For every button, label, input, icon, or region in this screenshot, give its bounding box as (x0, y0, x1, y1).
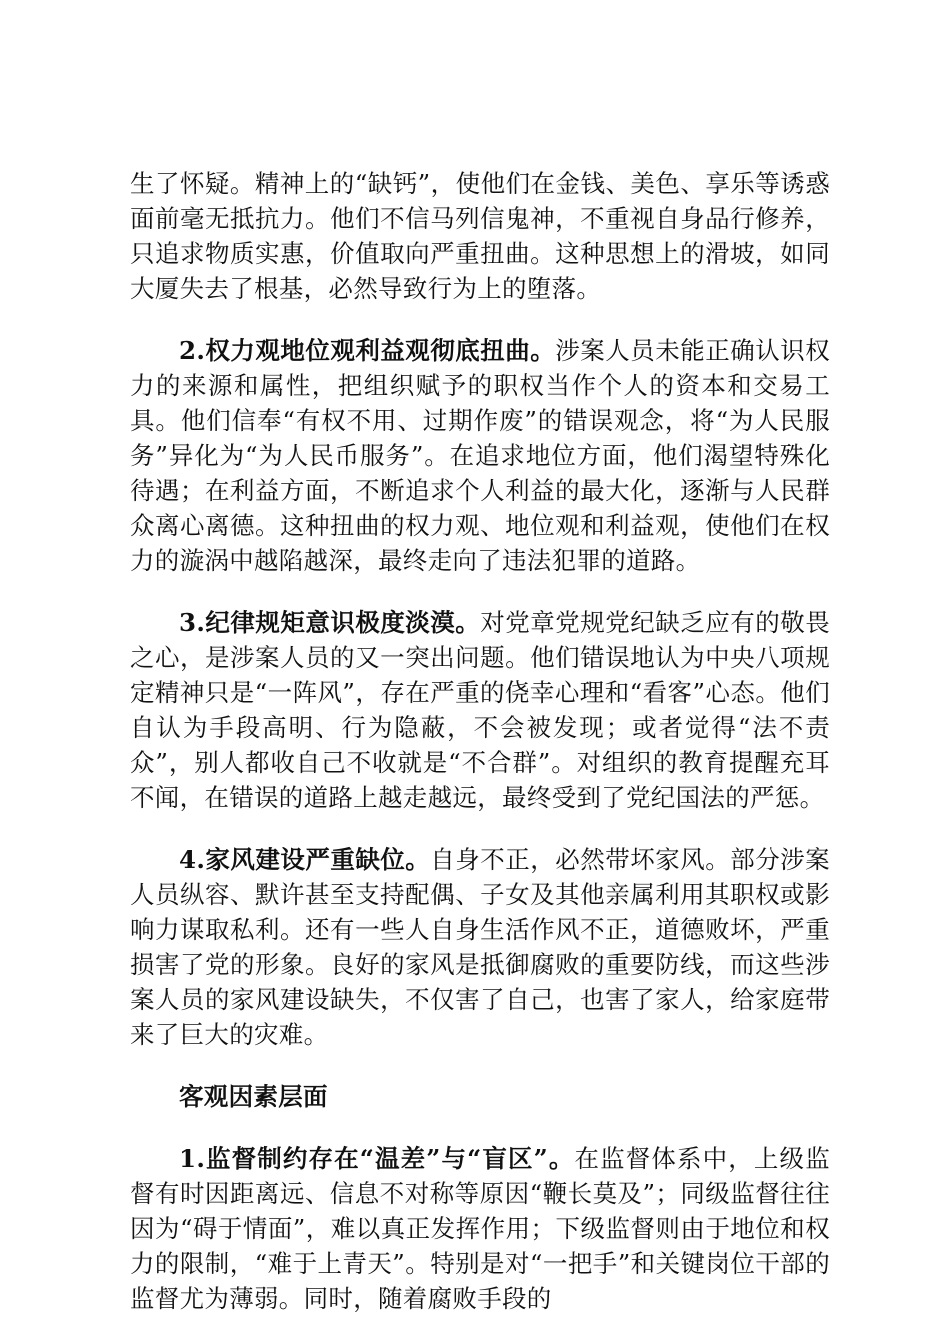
paragraph-heading: 2.权力观地位观利益观彻底扭曲。 (179, 336, 556, 365)
paragraph-heading: 1.监督制约存在“温差”与“盲区”。 (179, 1144, 575, 1173)
section-heading-objective (130, 1079, 830, 1114)
paragraph-discipline (130, 605, 830, 815)
paragraph-family-style (130, 842, 830, 1052)
paragraph-text: 生了怀疑。精神上的“缺钙”，使他们在金钱、美色、享乐等诱惑面前毫无抵抗力。他们不信马列信鬼神，不重视自身品行修养，只追求物质实惠，价值取向严重扭曲。这种思想上的滑坡，如同大厦失去了根基，必然导致行为上的堕落。 (130, 169, 830, 303)
paragraph-text: 在监督体系中，上级监督有时因距离远、信息不对称等原因“鞭长莫及”；同级监督往往因为“碍于情面”，难以真正发挥作用；下级监督则由于地位和权力的限制，“难于上青天”。特别是对“一把手”和关键岗位干部的监督尤为薄弱。同时，随着腐败手段的 (130, 1144, 830, 1313)
paragraph-text: 对党章党规党纪缺乏应有的敬畏之心，是涉案人员的又一突出问题。他们错误地认为中央八项规定精神只是“一阵风”，存在严重的侥幸心理和“看客”心态。他们自认为手段高明、行为隐蔽，不会被发现；或者觉得“法不责众”，别人都收自己不收就是“不合群”。对组织的教育提醒充耳不闻，在错误的道路上越走越远，最终受到了党纪国法的严惩。 (130, 608, 830, 812)
paragraph-text: 涉案人员未能正确认识权力的来源和属性，把组织赋予的职权当作个人的资本和交易工具。他们信奉“有权不用、过期作废”的错误观念，将“为人民服务”异化为“为人民币服务”。在追求地位方面，他们渴望特殊化待遇；在利益方面，不断追求个人利益的最大化，逐渐与人民群众离心离德。这种扭曲的权力观、地位观和利益观，使他们在权力的漩涡中越陷越深，最终走向了违法犯罪的道路。 (130, 336, 830, 575)
paragraph-heading: 3.纪律规矩意识极度淡漠。 (179, 608, 481, 637)
paragraph-power-view (130, 333, 830, 578)
document-page (130, 166, 830, 1343)
paragraph-supervision (130, 1141, 830, 1316)
section-heading: 客观因素层面 (179, 1082, 328, 1111)
paragraph-text: 自身不正，必然带坏家风。部分涉案人员纵容、默许甚至支持配偶、子女及其他亲属利用其职权或影响力谋取私利。还有一些人自身生活作风不正，道德败坏，严重损害了党的形象。良好的家风是抵御腐败的重要防线，而这些涉案人员的家风建设缺失，不仅害了自己，也害了家人，给家庭带来了巨大的灾难。 (130, 845, 830, 1049)
paragraph-heading: 4.家风建设严重缺位。 (179, 845, 431, 874)
paragraph-continuation (130, 166, 830, 306)
